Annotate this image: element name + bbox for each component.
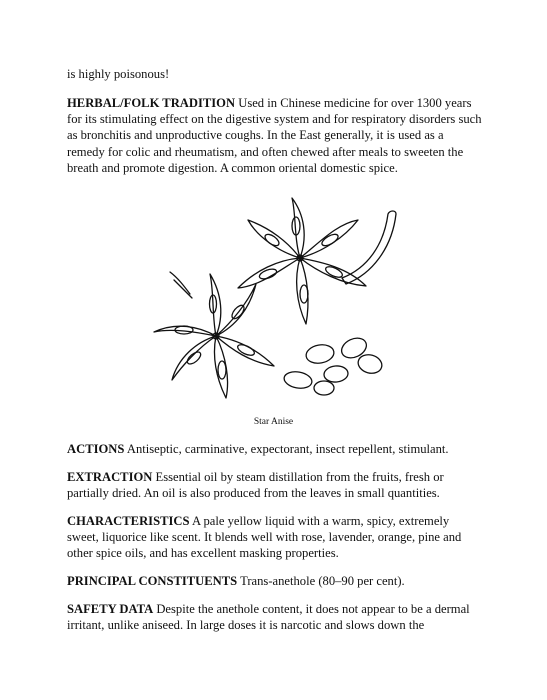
body-safety-data: Despite the anethole content, it does not appear to be a dermal irritant, unlike aniseed. In large doses it is narcotic and slows down the (67, 602, 470, 633)
paragraph-safety-data (67, 601, 482, 633)
body-actions: Antiseptic, carminative, expectorant, insect repellent, stimulant. (124, 442, 449, 456)
paragraph-principal-constituents (67, 573, 482, 589)
heading-safety-data: SAFETY DATA (67, 602, 154, 616)
continuation-text: is highly poisonous! (67, 67, 170, 81)
paragraph-herbal-folk-tradition (67, 95, 482, 176)
seeds (283, 334, 384, 395)
stem-left (170, 272, 192, 298)
heading-herbal-folk-tradition: HERBAL/FOLK TRADITION (67, 96, 236, 110)
body-principal-constituents: Trans-anethole (80–90 per cent). (237, 574, 405, 588)
body-herbal-folk-tradition: Used in Chinese medicine for over 1300 years for its stimulating effect on the digestive system and for respiratory disorders such as bronchitis and unproductive coughs. In the East generally, it is used as a remedy for colic and rheumatism, and often chewed after meals to sweeten the breath and promote digestion. A common oriental domestic spice. (67, 96, 482, 175)
paragraph-continuation (67, 66, 482, 82)
heading-principal-constituents: PRINCIPAL CONSTITUENTS (67, 574, 238, 588)
heading-extraction: EXTRACTION (67, 470, 153, 484)
star-anise-illustration (140, 178, 410, 408)
paragraph-characteristics (67, 513, 482, 562)
figure-caption: Star Anise (253, 417, 294, 427)
body-extraction: Essential oil by steam distillation from the fruits, fresh or partially dried. An oil is also produced from the leaves in small quantities. (67, 470, 444, 501)
paragraph-actions (67, 441, 482, 457)
paragraph-extraction (67, 469, 482, 501)
heading-actions: ACTIONS (67, 442, 125, 456)
star-pod-lower (154, 274, 274, 398)
heading-characteristics: CHARACTERISTICS (67, 514, 190, 528)
star-pod-upper (238, 198, 366, 324)
body-characteristics: A pale yellow liquid with a warm, spicy, extremely sweet, liquorice like scent. It blends well with rose, lavender, orange, pine and other spice oils, and has excellent masking properties. (67, 514, 462, 561)
